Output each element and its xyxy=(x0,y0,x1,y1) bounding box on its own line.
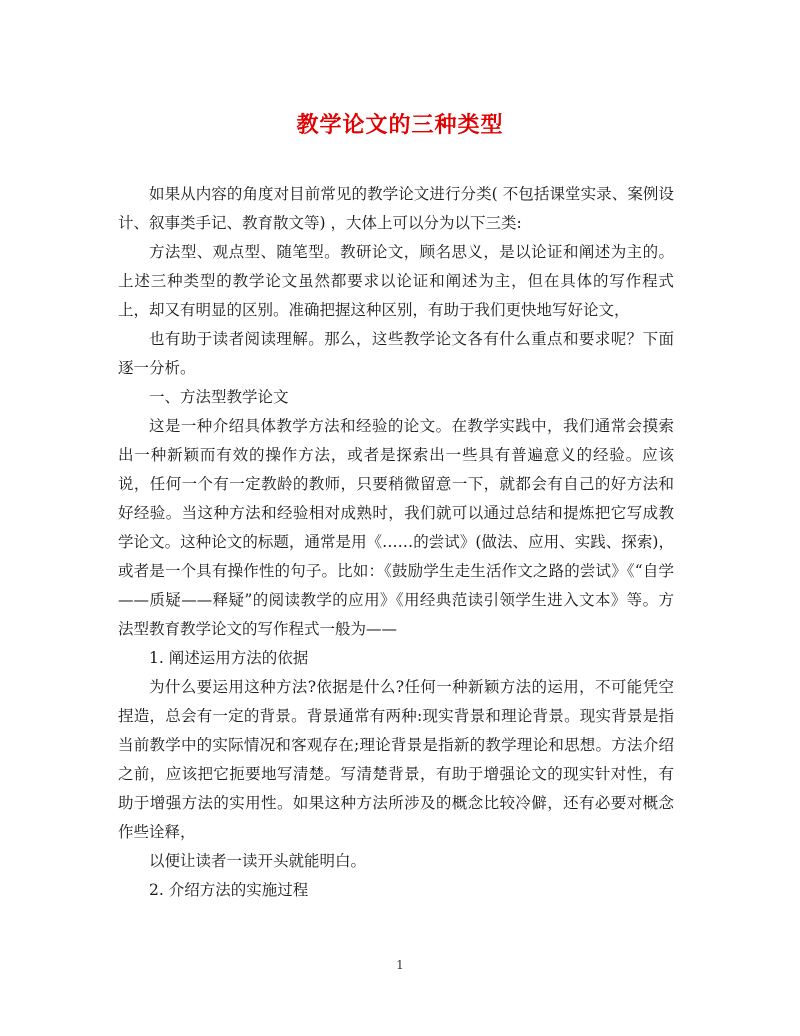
document-title: 教学论文的三种类型 xyxy=(296,112,504,138)
subheading-implementation: 2. 介绍方法的实施过程 xyxy=(149,881,309,899)
paragraph-types: 方法型、观点型、随笔型。教研论文，顾名思义，是以论证和阐述为主的。上述三种类型的教学论文虽然都要求以论证和阐述为主，但在具体的写作程式上，却又有明显的区别。准确把握这种区别，有助于我们更快地写好论文， xyxy=(118,243,674,319)
paragraph-method-description: 这是一种介绍具体教学方法和经验的论文。在教学实践中，我们通常会摸索出一种新颖而有效的操作方法，或者是探索出一些具有普遍意义的经验。应该说，任何一个有一定教龄的教师，只要稍微留意一下，就都会有自己的好方法和好经验。当这种方法和经验相对成熟时，我们就可以通过总结和提炼把它写成教学论文。这种论文的标题，通常是用《……的尝试》(做法、应用、实践、探索)，或者是一个具有操作性的句子。比如：《鼓励学生走生活作文之路的尝试》《“自学——质疑——释疑”的阅读教学的应用》《用经典范读引领学生进入文本》等。方法型教育教学论文的写作程式一般为—— xyxy=(118,417,674,638)
paragraph-basis-end: 以便让读者一读开头就能明白。 xyxy=(149,852,367,870)
paragraph-intro: 如果从内容的角度对目前常见的教学论文进行分类( 不包括课堂实录、案例设计、叙事类手记、教育散文等) ，大体上可以分为以下三类: xyxy=(118,185,674,232)
page-number: 1 xyxy=(396,958,404,972)
paragraph-reading: 也有助于读者阅读理解。那么，这些教学论文各有什么重点和要求呢？下面逐一分析。 xyxy=(118,330,674,377)
subheading-basis: 1. 阐述运用方法的依据 xyxy=(149,649,309,667)
paragraph-basis: 为什么要运用这种方法?依据是什么?任何一种新颖方法的运用，不可能凭空捏造，总会有一定的背景。背景通常有两种:现实背景和理论背景。现实背景是指当前教学中的实际情况和客观存在;理论背景是指新的教学理论和思想。方法介绍之前，应该把它扼要地写清楚。写清楚背景，有助于增强论文的现实针对性，有助于增强方法的实用性。如果这种方法所涉及的概念比较冷僻，还有必要对概念作些诠释， xyxy=(118,678,674,841)
document-body xyxy=(118,180,674,905)
section-heading-method-type: 一、方法型教学论文 xyxy=(149,388,289,406)
